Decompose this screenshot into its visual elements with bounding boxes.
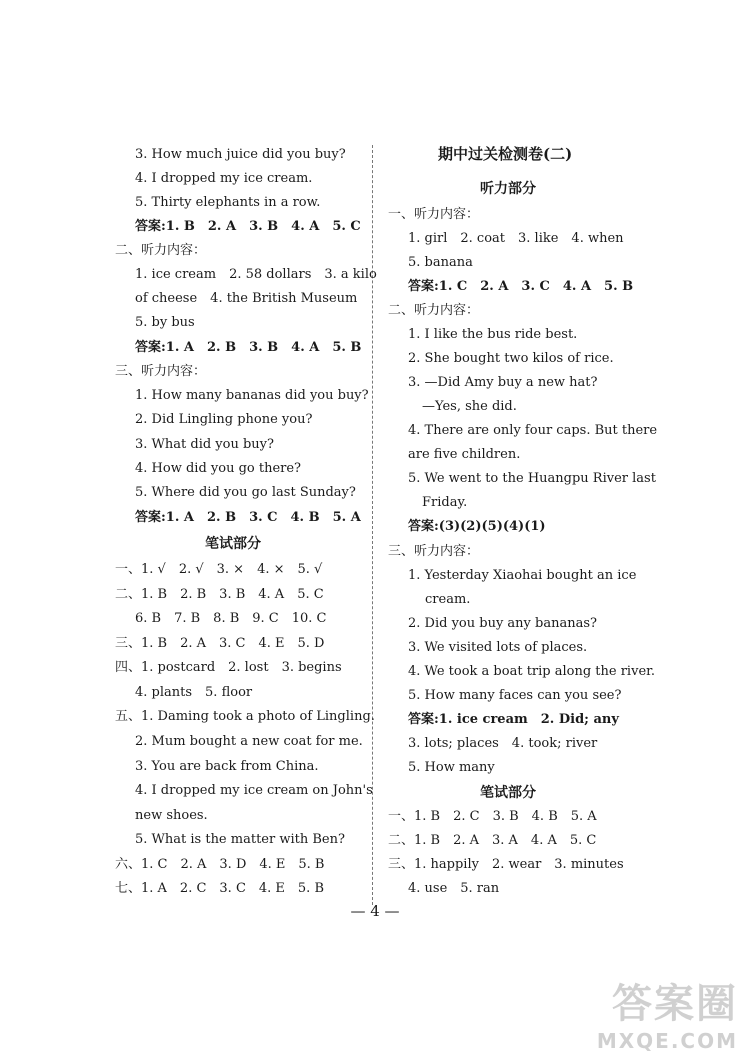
text-line: 4. There are only four caps. But there [408, 423, 658, 438]
text-line: 五、1. Daming took a photo of Lingling. [115, 709, 375, 724]
text-line: 1. ice cream 2. 58 dollars 3. a kilo [135, 267, 377, 282]
text-line: 一、1. B 2. C 3. B 4. B 5. A [388, 809, 597, 824]
text-line: 5. by bus [135, 315, 195, 330]
answer-line: 答案:1. A 2. B 3. C 4. B 5. A [135, 510, 361, 525]
text-line: 2. Did Lingling phone you? [135, 412, 313, 427]
text-line: 六、1. C 2. A 3. D 4. E 5. B [115, 857, 325, 872]
text-line: 4. How did you go there? [135, 461, 302, 476]
text-line: Friday. [422, 495, 468, 510]
text-line: 三、1. B 2. A 3. C 4. E 5. D [115, 636, 325, 651]
answer-line: 答案:1. ice cream 2. Did; any [408, 712, 619, 727]
text-line: 三、1. happily 2. wear 3. minutes [388, 857, 624, 872]
text-line: 4. We took a boat trip along the river. [408, 664, 656, 679]
text-line: 4. use 5. ran [408, 881, 500, 896]
text-line: 2. She bought two kilos of rice. [408, 351, 614, 366]
section-heading: 二、听力内容： [388, 303, 480, 318]
text-line: 5. We went to the Huangpu River last [408, 471, 656, 486]
text-line: 2. Did you buy any bananas? [408, 616, 597, 631]
page-number: — 4 — [350, 902, 400, 920]
text-line: 5. What is the matter with Ben? [135, 832, 345, 847]
answer-line: 答案:1. B 2. A 3. B 4. A 5. C [135, 219, 361, 234]
watermark-url: MXQE.COM [596, 1029, 738, 1053]
text-line: 5. Where did you go last Sunday? [135, 485, 356, 500]
section-heading: 二、听力内容： [115, 243, 207, 258]
section-title: 听力部分 [480, 181, 536, 197]
section-heading: 三、听力内容： [115, 364, 207, 379]
text-line: 5. How many faces can you see? [408, 688, 622, 703]
text-line: 1. I like the bus ride best. [408, 327, 578, 342]
text-line: 3. We visited lots of places. [408, 640, 588, 655]
text-line: of cheese 4. the British Museum [135, 291, 358, 306]
text-line: 一、1. √ 2. √ 3. × 4. × 5. √ [115, 562, 323, 577]
text-line: 1. How many bananas did you buy? [135, 388, 369, 403]
text-line: 3. You are back from China. [135, 759, 319, 774]
section-title: 笔试部分 [205, 536, 261, 552]
text-line: 1. girl 2. coat 3. like 4. when [408, 231, 624, 246]
text-line: 二、1. B 2. B 3. B 4. A 5. C [115, 587, 324, 602]
text-line: 2. Mum bought a new coat for me. [135, 734, 363, 749]
text-line: 4. I dropped my ice cream. [135, 171, 313, 186]
text-line: 二、1. B 2. A 3. A 4. A 5. C [388, 833, 597, 848]
text-line: 3. lots; places 4. took; river [408, 736, 598, 751]
text-line: 5. Thirty elephants in a row. [135, 195, 321, 210]
text-line: 七、1. A 2. C 3. C 4. E 5. B [115, 881, 325, 896]
section-title: 笔试部分 [480, 785, 536, 801]
text-line: cream. [425, 592, 471, 607]
text-line: 1. Yesterday Xiaohai bought an ice [408, 568, 637, 583]
page-title: 期中过关检测卷(二) [438, 145, 573, 163]
text-line: 3. —Did Amy buy a new hat? [408, 375, 598, 390]
text-line: 3. How much juice did you buy? [135, 147, 346, 162]
text-line: are five children. [408, 447, 521, 462]
text-line: 四、1. postcard 2. lost 3. begins [115, 660, 342, 675]
text-line: 4. plants 5. floor [135, 685, 253, 700]
watermark-logo-text: 答案圈 [612, 981, 738, 1027]
text-line: 4. I dropped my ice cream on John's [135, 783, 373, 798]
section-heading: 一、听力内容： [388, 207, 480, 222]
text-line: 3. What did you buy? [135, 437, 274, 452]
text-line: 6. B 7. B 8. B 9. C 10. C [135, 611, 327, 626]
answer-line: 答案:1. C 2. A 3. C 4. A 5. B [408, 279, 634, 294]
text-line: 5. How many [408, 760, 495, 775]
answer-line: 答案:(3)(2)(5)(4)(1) [408, 519, 546, 534]
answer-line: 答案:1. A 2. B 3. B 4. A 5. B [135, 340, 362, 355]
section-heading: 三、听力内容： [388, 544, 480, 559]
text-line: new shoes. [135, 808, 208, 823]
watermark-logo [597, 972, 738, 1053]
text-line: —Yes, she did. [422, 399, 517, 414]
text-line: 5. banana [408, 255, 473, 270]
